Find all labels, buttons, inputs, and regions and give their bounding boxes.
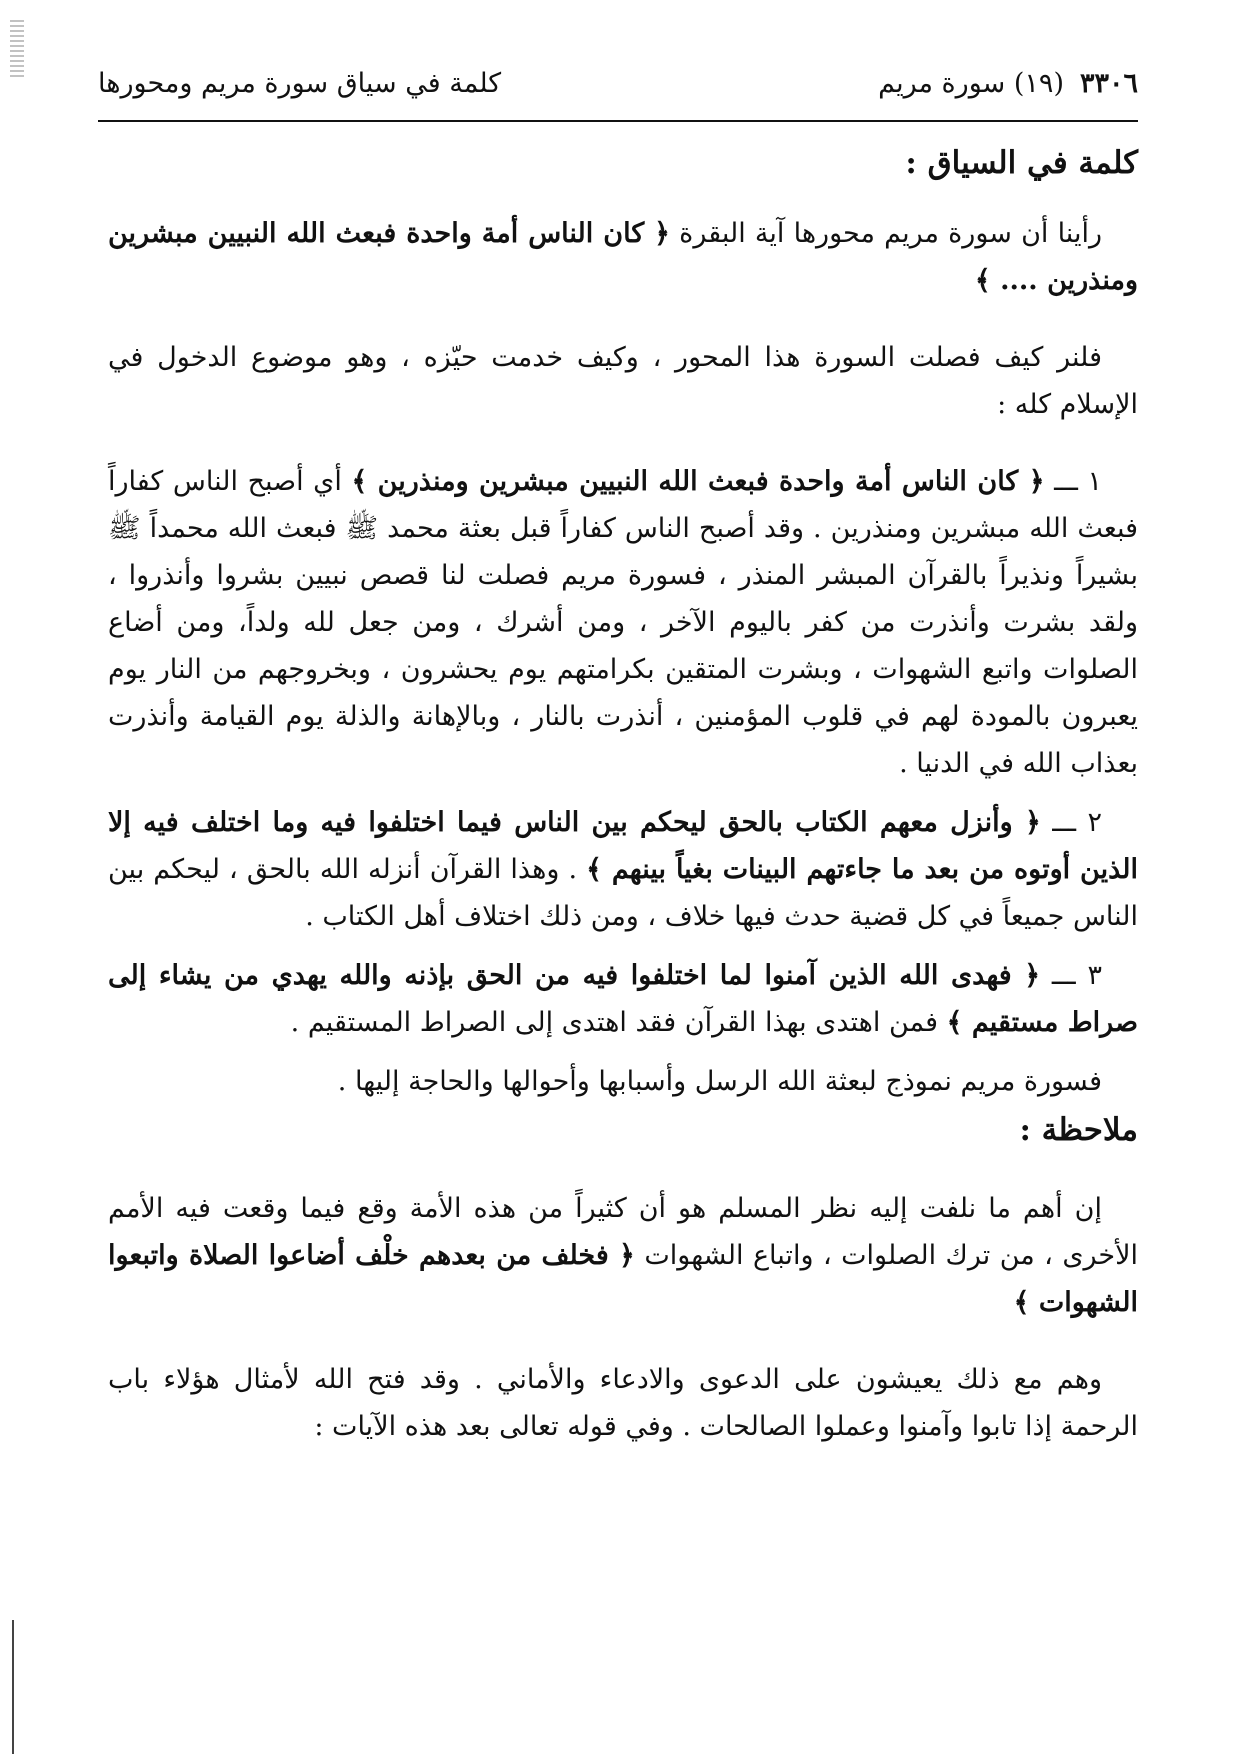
point-3-paragraph (108, 952, 1138, 1046)
section-heading: كلمة في السياق : (905, 145, 1138, 181)
scan-artifact (10, 20, 24, 80)
intro-lead: رأينا أن سورة مريم محورها آية البقرة (670, 218, 1102, 249)
header-page-info (878, 68, 1138, 99)
page-header (98, 60, 1138, 118)
point-1-number: ١ ـــ (1044, 466, 1103, 497)
intro2-paragraph: فلنر كيف فصلت السورة هذا المحور ، وكيف خدمت حيّزه ، وهو موضوع الدخول في الإسلام كله : (108, 342, 1138, 420)
surah-label: (١٩) سورة مريم (878, 68, 1064, 99)
intro-quran-quote: ﴿ كان الناس أمة واحدة فبعث الله النبيين مبشرين ومنذرين .... ﴾ (108, 218, 1138, 296)
header-divider (98, 120, 1138, 122)
point-1-quran-quote: ﴿ كان الناس أمة واحدة فبعث الله النبيين مبشرين ومنذرين ﴾ (351, 466, 1045, 497)
point-3-text: فمن اهتدى بهذا القرآن فقد اهتدى إلى الصراط المستقيم . (290, 1007, 947, 1038)
point-2-quran-quote: ﴿ وأنزل معهم الكتاب بالحق ليحكم بين الناس فيما اختلفوا فيه وما اختلف فيه إلا الذين أوتوه من بعد ما جاءتهم البينات بغياً بينهم ﴾ (108, 807, 1138, 885)
point-3-number: ٣ ـــ (1040, 960, 1102, 991)
note-1-text: إن أهم ما نلفت إليه نظر المسلم هو أن كثيراً من هذه الأمة وقع فيما وقعت فيه الأمم الأخرى ، من ترك الصلوات ، واتباع الشهوات (108, 1193, 1138, 1271)
point-1-paragraph (108, 458, 1138, 787)
page-body (108, 138, 1138, 1450)
point-1-text: أي أصبح الناس كفاراً فبعث الله مبشرين ومنذرين . وقد أصبح الناس كفاراً قبل بعثة محمد ﷺ فبعث الله محمداً ﷺ بشيراً ونذيراً بالقرآن المبشر المنذر ، فسورة مريم فصلت لنا قصص نبيين بشروا وأنذروا ، ولقد بشرت وأنذرت من كفر باليوم الآخر ، ومن أشرك ، ومن جعل لله ولداً، ومن أضاع الصلوات واتبع الشهوات ، وبشرت المتقين بكرامتهم يوم يحشرون ، وبخروجهم من النار يوم يعبرون بالمودة لهم في قلوب المؤمنين ، أنذرت بالنار ، وبالإهانة والذلة يوم القيامة وأنذرت بعذاب الله في الدنيا . (108, 466, 1138, 779)
scan-margin-line (12, 1620, 14, 1754)
note-paragraph-2: وهم مع ذلك يعيشون على الدعوى والادعاء والأماني . وقد فتح الله لأمثال هؤلاء باب الرحمة إذا تابوا وآمنوا وعملوا الصالحات . وفي قوله تعالى بعد هذه الآيات : (108, 1364, 1138, 1442)
point-2-text: . وهذا القرآن أنزله الله بالحق ، ليحكم بين الناس جميعاً في كل قضية حدث فيها خلاف ، ومن ذلك اختلاف أهل الكتاب . (108, 854, 1138, 932)
point-3-quran-quote: ﴿ فهدى الله الذين آمنوا لما اختلفوا فيه من الحق بإذنه والله يهدي من يشاء إلى صراط مستقيم ﴾ (108, 960, 1138, 1038)
intro-paragraph (108, 210, 1138, 304)
note-paragraph-1 (108, 1185, 1138, 1326)
summary-paragraph: فسورة مريم نموذج لبعثة الله الرسل وأسبابها وأحوالها والحاجة إليها . (337, 1066, 1102, 1097)
point-2-number: ٢ ـــ (1040, 807, 1102, 838)
page-number: ٣٣٠٦ (1079, 68, 1138, 99)
note-1-quran-quote: ﴿ فخلف من بعدهم خلْف أضاعوا الصلاة واتبعوا الشهوات ﴾ (108, 1240, 1138, 1318)
point-2-paragraph (108, 799, 1138, 940)
note-heading: ملاحظة : (1019, 1112, 1138, 1148)
running-title: كلمة في سياق سورة مريم ومحورها (98, 68, 502, 99)
